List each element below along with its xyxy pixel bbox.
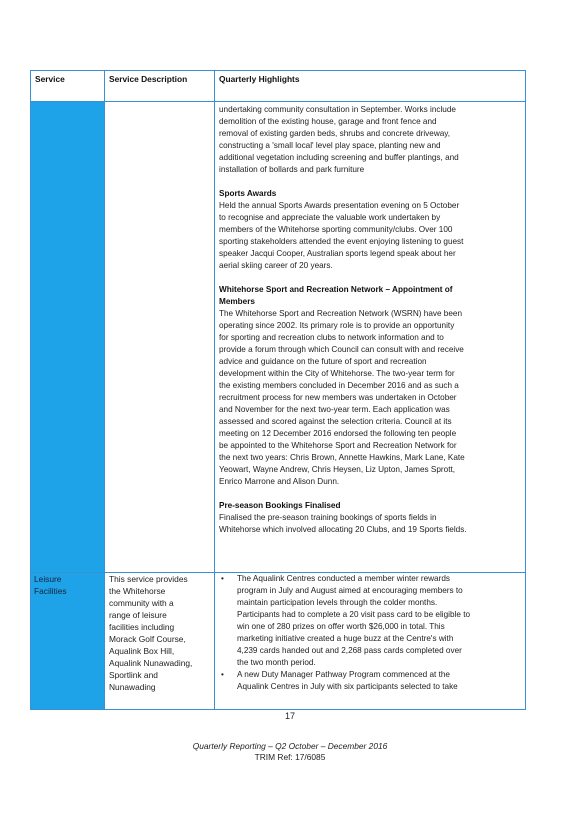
table-row bbox=[31, 102, 526, 573]
description-line: Aqualink Box Hill, bbox=[109, 646, 175, 656]
page-footer bbox=[0, 741, 580, 763]
text-line: operating since 2002. Its primary role is to provide an opportunity bbox=[219, 321, 455, 330]
text-line: win one of 280 prizes on offer worth $26,000 in total. This bbox=[237, 622, 445, 631]
text-line: marketing initiative created a huge buzz at the Centre's with bbox=[237, 634, 454, 643]
text-line: Yeowart, Wayne Andrew, Chris Heysen, Liz Upton, James Sprott, bbox=[219, 465, 456, 474]
text-line: recruitment process for new members was undertaken in October bbox=[219, 393, 457, 402]
page-number: 17 bbox=[284, 711, 295, 721]
text-line: program in July and August aimed at encouraging members to bbox=[237, 586, 463, 595]
text-line: sporting stakeholders attended the event enjoying listening to guest bbox=[219, 237, 464, 246]
description-line: This service provides bbox=[109, 574, 188, 584]
footer-title: Quarterly Reporting – Q2 October – December 2016 bbox=[192, 741, 388, 751]
text-line: • The Aqualink Centres conducted a member winter rewards bbox=[237, 574, 450, 583]
description-line: community with a bbox=[109, 598, 174, 608]
description-line: Aqualink Nunawading, bbox=[109, 658, 193, 668]
text-line: and November for the next two-year term. Each application was bbox=[219, 405, 450, 414]
text-line: meeting on 12 December 2016 endorsed the following ten people bbox=[219, 429, 457, 438]
text-line: installation of bollards and park furniture bbox=[219, 165, 365, 174]
text-line: removal of existing garden beds, shrubs and concrete driveway, bbox=[219, 129, 451, 138]
description-line: range of leisure bbox=[109, 610, 167, 620]
highlight-paragraph bbox=[219, 104, 519, 176]
header-service-description: Service Description bbox=[105, 71, 215, 102]
service-cell bbox=[31, 102, 105, 573]
text-line: Enrico Marrone and Alison Dunn. bbox=[219, 477, 340, 486]
service-description-cell bbox=[105, 573, 215, 710]
section-heading: Whitehorse Sport and Recreation Network – Appointment of bbox=[219, 285, 453, 294]
description-line: Sportlink and bbox=[109, 670, 158, 680]
highlight-section bbox=[219, 188, 519, 272]
text-line: maintain participation levels through the colder months. bbox=[237, 598, 438, 607]
text-line: members of the Whitehorse sporting community/clubs. Over 100 bbox=[219, 225, 453, 234]
text-line: Participants had to complete a 20 visit pass card to be eligible to bbox=[237, 610, 471, 619]
description-line: the Whitehorse bbox=[109, 586, 166, 596]
highlight-sections bbox=[219, 188, 519, 536]
table-header-row bbox=[31, 71, 526, 102]
text-line: be appointed to the Whitehorse Sport and Recreation Network for bbox=[219, 441, 457, 450]
highlights-cell bbox=[215, 573, 526, 710]
text-line: The Whitehorse Sport and Recreation Network (WSRN) have been bbox=[219, 309, 463, 318]
description-line: Morack Golf Course, bbox=[109, 634, 186, 644]
highlight-section bbox=[219, 284, 519, 488]
text-line: for sporting and recreation clubs to network information and to bbox=[219, 333, 444, 342]
quarterly-report-table bbox=[30, 70, 526, 710]
text-line: advice and guidance on the future of sport and recreation bbox=[219, 357, 427, 366]
text-line: assessed and scored against the selection criteria. Council at its bbox=[219, 417, 452, 426]
text-line: provide a forum through which Council can consult with and receive bbox=[219, 345, 464, 354]
highlight-bullet-list bbox=[219, 573, 519, 693]
text-line: the two month period. bbox=[237, 658, 316, 667]
highlight-section bbox=[219, 500, 519, 536]
text-line: Finalised the pre-season training bookings of sports fields in bbox=[219, 513, 437, 522]
text-line: to recognise and appreciate the valuable work undertaken by bbox=[219, 213, 441, 222]
footer-trim-ref: TRIM Ref: 17/6085 bbox=[254, 752, 326, 762]
section-heading: Pre-season Bookings Finalised bbox=[219, 501, 341, 510]
description-line: facilities including bbox=[109, 622, 175, 632]
list-item bbox=[219, 669, 519, 693]
text-line: the existing members concluded in December 2016 and as such a bbox=[219, 381, 459, 390]
description-line: Nunawading bbox=[109, 682, 156, 692]
text-line: development within the City of Whitehorse. The two-year term for bbox=[219, 369, 455, 378]
service-name-line: Facilities bbox=[34, 586, 67, 596]
service-cell bbox=[31, 573, 105, 710]
list-item bbox=[219, 573, 519, 669]
text-line: Aqualink Centres in July with six participants selected to take bbox=[237, 682, 458, 691]
text-line: speaker Jacqui Cooper, Australian sports legend speak about her bbox=[219, 249, 456, 258]
highlights-cell bbox=[215, 102, 526, 573]
text-line: the next two years: Chris Brown, Annette Hawkins, Mark Lane, Kate bbox=[219, 453, 465, 462]
section-heading: Sports Awards bbox=[219, 189, 277, 198]
text-line: constructing a 'small local' level play space, planting new and bbox=[219, 141, 441, 150]
text-line: • A new Duty Manager Pathway Program commenced at the bbox=[237, 670, 450, 679]
service-name-line: Leisure bbox=[34, 574, 62, 584]
text-line: undertaking community consultation in September. Works include bbox=[219, 105, 456, 114]
header-quarterly-highlights: Quarterly Highlights bbox=[215, 71, 526, 102]
header-service: Service bbox=[31, 71, 105, 102]
text-line: demolition of the existing house, garage and front fence and bbox=[219, 117, 437, 126]
text-line: Held the annual Sports Awards presentation evening on 5 October bbox=[219, 201, 460, 210]
text-line: 4,239 cards handed out and 2,268 pass cards completed over bbox=[237, 646, 462, 655]
table-row bbox=[31, 573, 526, 710]
text-line: Whitehorse which involved allocating 20 Clubs, and 19 Sports fields. bbox=[219, 525, 467, 534]
section-heading: Members bbox=[219, 297, 255, 306]
service-description-cell bbox=[105, 102, 215, 573]
text-line: additional vegetation including screening and buffer plantings, and bbox=[219, 153, 459, 162]
text-line: aerial skiing career of 20 years. bbox=[219, 261, 333, 270]
